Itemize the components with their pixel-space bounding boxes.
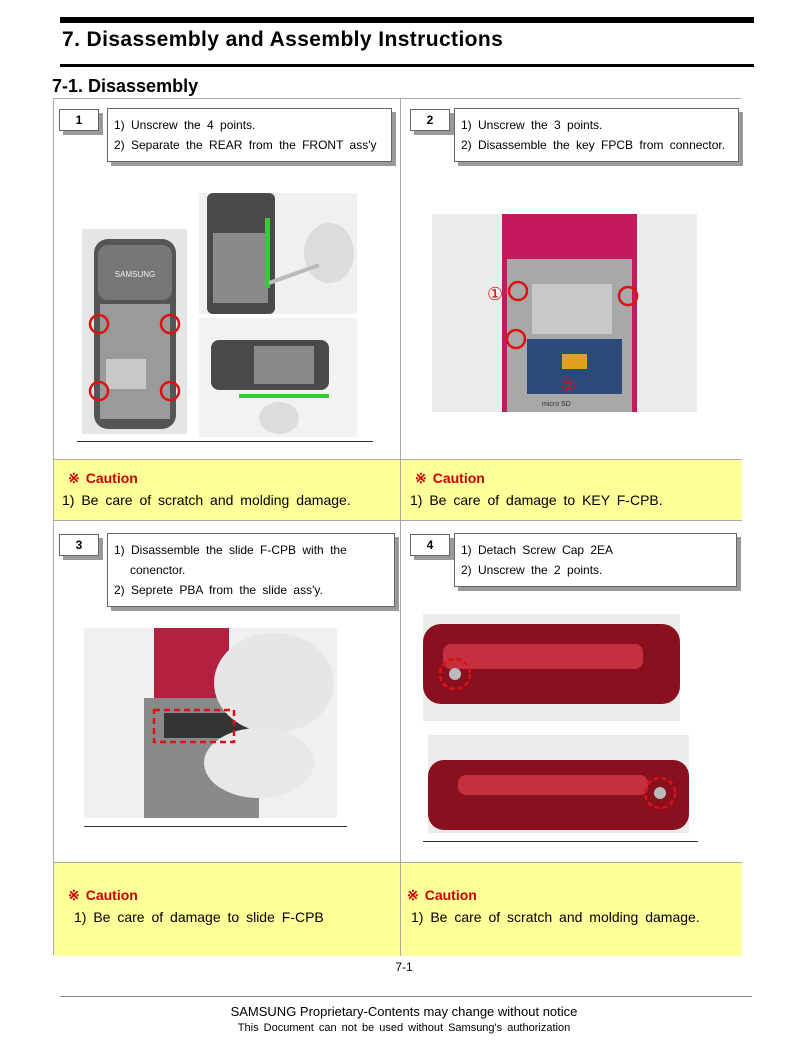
step-1-photo-bottom bbox=[199, 318, 357, 437]
step-4-photo-underline bbox=[423, 841, 698, 842]
step-1-panel bbox=[54, 99, 401, 460]
step-4-photo-bottom bbox=[428, 735, 689, 833]
step-1-caution-label: Caution bbox=[85, 470, 138, 486]
step-1-photo-main bbox=[82, 229, 187, 434]
step-2-caution-title bbox=[415, 470, 485, 487]
step-1-number: 1 bbox=[59, 109, 99, 131]
step-4-caution-text: 1) Be care of scratch and molding damage. bbox=[411, 909, 700, 925]
step-2-line-2: 2) Disassemble the key FPCB from connector. bbox=[461, 138, 726, 152]
step-3-line-2: conenctor. bbox=[130, 563, 186, 577]
step-1-instructions bbox=[107, 108, 392, 162]
chapter-title: 7. Disassembly and Assembly Instructions bbox=[62, 28, 504, 51]
step-2-caution-text: 1) Be care of damage to KEY F-CPB. bbox=[410, 492, 663, 508]
step-1-line-1: 1) Unscrew the 4 points. bbox=[114, 118, 256, 132]
section-title: 7-1. Disassembly bbox=[52, 76, 199, 96]
step-1-caution-title bbox=[68, 470, 138, 487]
step-4-caution-label: Caution bbox=[424, 887, 477, 903]
step-2-caution-label: Caution bbox=[432, 470, 485, 486]
step-3-caution-title bbox=[68, 887, 138, 904]
step-1-line-2: 2) Separate the REAR from the FRONT ass'y bbox=[114, 138, 377, 152]
step-4-caution bbox=[401, 863, 742, 956]
step-2-photo bbox=[432, 214, 697, 412]
footer-rule bbox=[60, 996, 752, 997]
step-2-instructions bbox=[454, 108, 739, 162]
caution-mark-icon: ※ bbox=[68, 470, 80, 486]
step-1-phone-brand: SAMSUNG bbox=[114, 270, 156, 279]
step-3-photo-underline bbox=[84, 826, 347, 827]
step-4-panel bbox=[401, 521, 742, 863]
step-4-instructions bbox=[454, 533, 737, 587]
step-4-line-1: 1) Detach Screw Cap 2EA bbox=[461, 543, 614, 557]
caution-mark-icon: ※ bbox=[68, 887, 80, 903]
step-1-photo-underline bbox=[77, 441, 373, 442]
step-3-line-1: 1) Disassemble the slide F-CPB with the bbox=[114, 543, 347, 557]
step-4-line-2: 2) Unscrew the 2 points. bbox=[461, 563, 603, 577]
step-1-caution bbox=[54, 460, 401, 521]
step-3-line-3: 2) Seprete PBA from the slide ass'y. bbox=[114, 583, 323, 597]
footer-proprietary-notice: SAMSUNG Proprietary-Contents may change without notice bbox=[230, 1004, 578, 1019]
step-4-photo-top bbox=[423, 614, 680, 721]
page-number: 7-1 bbox=[395, 960, 413, 974]
step-3-photo bbox=[84, 628, 337, 818]
caution-mark-icon: ※ bbox=[407, 887, 419, 903]
top-rule bbox=[60, 17, 754, 23]
step-2-marker-2: ② bbox=[560, 376, 577, 397]
step-3-caution bbox=[54, 863, 401, 956]
title-rule bbox=[60, 64, 754, 67]
step-3-instructions bbox=[107, 533, 395, 607]
step-3-caution-text: 1) Be care of damage to slide F-CPB bbox=[74, 909, 324, 925]
step-3-caution-label: Caution bbox=[85, 887, 138, 903]
step-2-microsd-label: micro SD bbox=[542, 401, 571, 408]
step-2-caution bbox=[401, 460, 742, 521]
instruction-grid bbox=[53, 98, 741, 955]
step-4-number: 4 bbox=[410, 534, 450, 556]
step-1-photo-top bbox=[199, 193, 357, 314]
step-3-panel bbox=[54, 521, 401, 863]
step-4-caution-title bbox=[407, 887, 477, 904]
step-3-number: 3 bbox=[59, 534, 99, 556]
caution-mark-icon: ※ bbox=[415, 470, 427, 486]
step-2-line-1: 1) Unscrew the 3 points. bbox=[461, 118, 603, 132]
step-2-number: 2 bbox=[410, 109, 450, 131]
footer-authorization-notice: This Document can not be used without Samsung's authorization bbox=[237, 1022, 571, 1034]
step-1-caution-text: 1) Be care of scratch and molding damage. bbox=[62, 492, 351, 508]
step-2-marker-1: ① bbox=[487, 284, 504, 305]
step-2-panel bbox=[401, 99, 742, 460]
